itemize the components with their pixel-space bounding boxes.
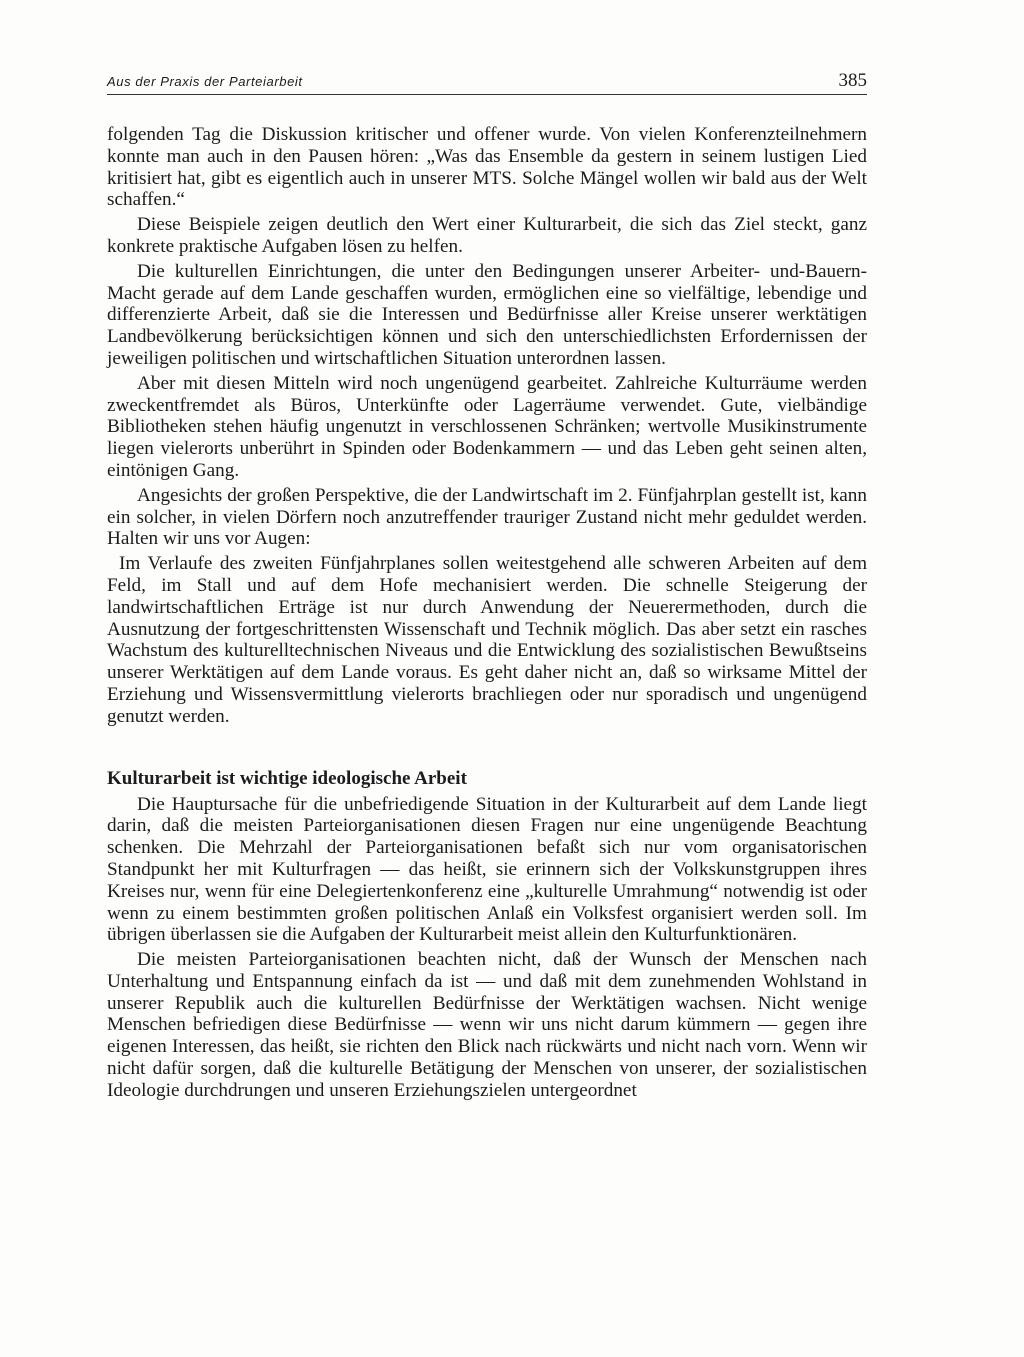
- page-number: 385: [838, 70, 867, 91]
- paragraph: Angesichts der großen Perspektive, die der Landwirtschaft im 2. Fünfjahrplan gestellt ist, kann ein solcher, in vielen Dörfern noch anzutreffender trauriger Zustand nicht mehr geduldet werden. Halten wir uns vor Augen:: [107, 484, 867, 550]
- paragraph: Aber mit diesen Mitteln wird noch ungenügend gearbeitet. Zahlreiche Kulturräume werden zweckentfremdet als Büros, Unterkünfte oder Lagerräume verwendet. Gute, vielbändige Bibliotheken stehen häufig ungenutzt in verschlossenen Schränken; wertvolle Musikinstrumente liegen vielerorts unberührt in Spinden oder Bodenkammern — und das Leben geht seinen alten, eintönigen Gang.: [107, 372, 867, 481]
- paragraph: Die kulturellen Einrichtungen, die unter den Bedingungen unserer Arbeiter- und-Bauern-Macht gerade auf dem Lande geschaffen wurden, ermöglichen eine so vielfältige, lebendige und differenzierte Arbeit, daß sie die Interessen und Bedürfnisse aller Kreise unserer werktätigen Landbevölkerung berücksichtigen können und sich den unterschiedlichsten Erfordernissen der jeweiligen politischen und wirtschaftlichen Situation unterordnen lassen.: [107, 260, 867, 369]
- paragraph: Die Hauptursache für die unbefriedigende Situation in der Kulturarbeit auf dem Lande liegt darin, daß die meisten Parteiorganisationen diesen Fragen nur eine ungenügende Beachtung schenken. Die Mehrzahl der Parteiorganisationen befaßt sich nur vom organisatorischen Standpunkt her mit Kulturfragen — das heißt, sie erinnern sich der Volkskunstgruppen ihres Kreises nur, wenn für eine Delegiertenkonferenz eine „kulturelle Umrahmung“ notwendig ist oder wenn zu einem bestimmten großen politischen Anlaß ein Volksfest organisiert werden soll. Im übrigen überlassen sie die Aufgaben der Kulturarbeit meist allein den Kulturfunktionären.: [107, 793, 867, 946]
- paragraph: Die meisten Parteiorganisationen beachten nicht, daß der Wunsch der Menschen nach Unterhaltung und Entspannung einfach da ist — und daß mit dem zunehmenden Wohlstand in unserer Republik auch die kulturellen Bedürfnisse der Werktätigen wachsen. Nicht wenige Menschen befriedigen diese Bedürfnisse — wenn wir uns nicht darum kümmern — gegen ihre eigenen Interessen, das heißt, sie richten den Blick nach rückwärts und nicht nach vorn. Wenn wir nicht dafür sorgen, daß die kulturelle Betätigung der Menschen von unserer, der sozialistischen Ideologie durchdrungen und unseren Erziehungszielen untergeordnet: [107, 949, 867, 1101]
- body-text: [107, 124, 867, 1105]
- section-heading: Kulturarbeit ist wichtige ideologische Arbeit: [107, 767, 467, 789]
- header-rule: [107, 94, 867, 95]
- running-title: Aus der Praxis der Parteiarbeit: [107, 74, 303, 89]
- running-header: [107, 70, 867, 92]
- quoted-paragraph: Im Verlaufe des zweiten Fünfjahrplanes sollen weitestgehend alle schweren Arbeiten auf dem Feld, im Stall und auf dem Hofe mechanisiert werden. Die schnelle Steigerung der landwirtschaftlichen Erträge ist nur durch Anwendung der Neuerermethoden, durch die Ausnutzung der fortgeschrittensten Wissenschaft und Technik möglich. Das aber setzt ein rasches Wachstum des kulturelltechnischen Niveaus und die Entwicklung des sozialistischen Bewußtseins unserer Werktätigen auf dem Lande voraus. Es geht daher nicht an, daß so wirksame Mittel der Erziehung und Wissensvermittlung vielerorts brachliegen oder nur sporadisch und ungenügend genutzt werden.: [107, 553, 867, 727]
- paragraph: Diese Beispiele zeigen deutlich den Wert einer Kulturarbeit, die sich das Ziel steckt, ganz konkrete praktische Aufgaben lösen zu helfen.: [107, 214, 867, 257]
- paragraph: folgenden Tag die Diskussion kritischer und offener wurde. Von vielen Konferenzteilnehmern konnte man auch in den Pausen hören: „Was das Ensemble da gestern in seinem lustigen Lied kritisiert hat, gibt es eigentlich auch in unserer MTS. Solche Mängel wollen wir bald aus der Welt schaffen.“: [107, 124, 867, 211]
